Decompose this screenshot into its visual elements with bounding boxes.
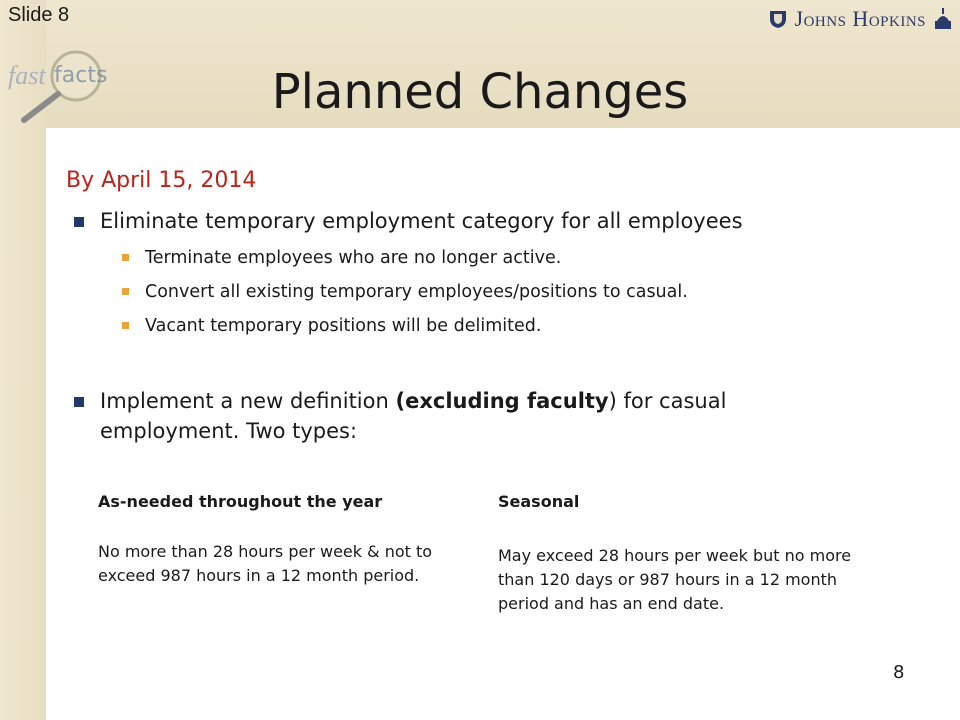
square-bullet-icon: [122, 254, 129, 261]
square-bullet-icon: [74, 397, 84, 407]
logo-text: Johns Hopkins: [794, 6, 926, 31]
sub-bullet-2: [122, 280, 688, 304]
sub-bullet-3: [122, 314, 541, 338]
slide-title: Planned Changes: [271, 64, 689, 120]
column-2-heading: Seasonal: [498, 492, 580, 511]
column-1-heading: As-needed throughout the year: [98, 492, 383, 511]
dome-building-icon: [932, 7, 954, 31]
slide-label: Slide 8: [8, 4, 70, 26]
square-bullet-icon: [122, 322, 129, 329]
bullet-2-text-after: ) for casual employment. Two types:: [100, 389, 727, 443]
bullet-1: [74, 206, 743, 236]
page-number: 8: [893, 662, 905, 683]
svg-text:fast: fast: [8, 61, 46, 90]
svg-text:facts: facts: [54, 63, 108, 88]
bullet-2-text-bold: (excluding faculty: [395, 389, 609, 413]
column-2-body: May exceed 28 hours per week but no more than 120 days or 987 hours in a 12 month period and has an end date.: [498, 546, 852, 613]
square-bullet-icon: [122, 288, 129, 295]
column-1-body: No more than 28 hours per week & not to exceed 987 hours in a 12 month period.: [98, 542, 433, 585]
sub-bullet-text: Vacant temporary positions will be delimited.: [145, 316, 542, 336]
bullet-1-text: Eliminate temporary employment category for all employees: [100, 209, 743, 233]
johns-hopkins-logo: [767, 6, 954, 32]
square-bullet-icon: [74, 217, 84, 227]
sub-bullet-text: Convert all existing temporary employees/positions to casual.: [145, 282, 688, 302]
subtitle-date: By April 15, 2014: [66, 168, 257, 193]
sub-bullet-1: [122, 246, 561, 270]
bullet-2-text-before: Implement a new definition: [100, 389, 396, 413]
shield-icon: [767, 8, 789, 30]
bullet-2: [74, 386, 834, 446]
bullet-2-text: [100, 386, 834, 446]
sub-bullet-text: Terminate employees who are no longer active.: [145, 248, 562, 268]
